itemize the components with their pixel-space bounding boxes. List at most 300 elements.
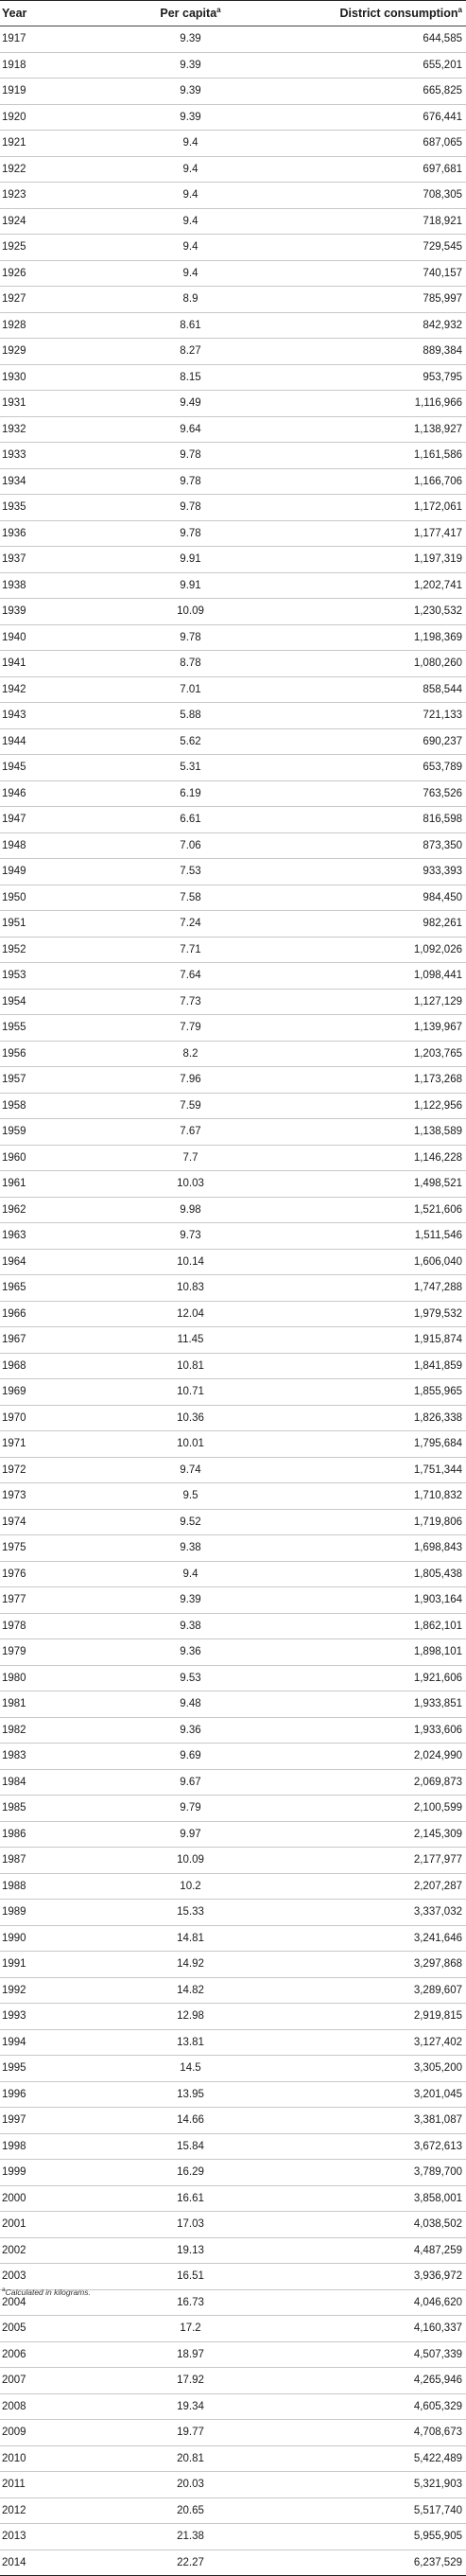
cell-year: 2014 <box>0 2550 104 2576</box>
cell-district-consumption: 644,585 <box>277 26 466 53</box>
cell-year: 1963 <box>0 1223 104 1250</box>
cell-per-capita: 7.01 <box>104 676 277 703</box>
table-row <box>0 1327 466 1354</box>
cell-district-consumption: 1,747,288 <box>277 1275 466 1302</box>
cell-year: 1946 <box>0 780 104 807</box>
cell-district-consumption: 653,789 <box>277 755 466 781</box>
cell-year: 1987 <box>0 1848 104 1874</box>
table-row <box>0 1639 466 1666</box>
cell-per-capita: 14.5 <box>104 2056 277 2082</box>
table-row <box>0 235 466 261</box>
cell-per-capita: 16.51 <box>104 2264 277 2290</box>
cell-year: 1948 <box>0 832 104 859</box>
cell-year: 1934 <box>0 468 104 495</box>
cell-per-capita: 14.82 <box>104 1977 277 2004</box>
cell-year: 2009 <box>0 2420 104 2446</box>
cell-per-capita: 9.4 <box>104 183 277 209</box>
cell-district-consumption: 4,507,339 <box>277 2341 466 2368</box>
table-row <box>0 2341 466 2368</box>
cell-per-capita: 9.52 <box>104 1509 277 1535</box>
table-row <box>0 2393 466 2420</box>
cell-district-consumption: 4,708,673 <box>277 2420 466 2446</box>
cell-year: 1997 <box>0 2108 104 2134</box>
cell-per-capita: 9.73 <box>104 1223 277 1250</box>
cell-district-consumption: 2,069,873 <box>277 1769 466 1796</box>
cell-year: 1974 <box>0 1509 104 1535</box>
footnote-marker: a <box>2 2287 6 2294</box>
table-row <box>0 2497 466 2524</box>
table-row <box>0 2445 466 2472</box>
cell-district-consumption: 842,932 <box>277 312 466 339</box>
table-row <box>0 416 466 443</box>
table-row <box>0 624 466 651</box>
cell-district-consumption: 1,915,874 <box>277 1327 466 1354</box>
cell-year: 1940 <box>0 624 104 651</box>
cell-per-capita: 9.4 <box>104 1561 277 1587</box>
cell-district-consumption: 1,921,606 <box>277 1665 466 1691</box>
cell-district-consumption: 1,138,589 <box>277 1119 466 1146</box>
cell-per-capita: 7.73 <box>104 989 277 1015</box>
cell-year: 1943 <box>0 703 104 729</box>
cell-per-capita: 9.39 <box>104 26 277 53</box>
table-row <box>0 547 466 573</box>
cell-year: 1937 <box>0 547 104 573</box>
cell-district-consumption: 687,065 <box>277 131 466 157</box>
table-row <box>0 1223 466 1250</box>
cell-per-capita: 9.78 <box>104 520 277 547</box>
cell-district-consumption: 3,305,200 <box>277 2056 466 2082</box>
table-row <box>0 208 466 235</box>
cell-district-consumption: 690,237 <box>277 728 466 755</box>
cell-per-capita: 10.2 <box>104 1873 277 1900</box>
table-row <box>0 26 466 53</box>
cell-per-capita: 9.4 <box>104 156 277 183</box>
cell-per-capita: 14.66 <box>104 2108 277 2134</box>
cell-per-capita: 12.98 <box>104 2004 277 2030</box>
table-row <box>0 2550 466 2576</box>
table-row <box>0 1379 466 1406</box>
cell-year: 1950 <box>0 885 104 911</box>
cell-district-consumption: 1,933,851 <box>277 1691 466 1718</box>
table-row <box>0 780 466 807</box>
table-row <box>0 728 466 755</box>
table-row <box>0 1587 466 1614</box>
table-row <box>0 599 466 625</box>
table-row <box>0 832 466 859</box>
cell-district-consumption: 1,719,806 <box>277 1509 466 1535</box>
cell-year: 1960 <box>0 1145 104 1171</box>
cell-district-consumption: 1,177,417 <box>277 520 466 547</box>
cell-per-capita: 18.97 <box>104 2341 277 2368</box>
cell-district-consumption: 1,172,061 <box>277 495 466 521</box>
cell-district-consumption: 785,997 <box>277 287 466 313</box>
cell-year: 2007 <box>0 2368 104 2394</box>
cell-district-consumption: 6,237,529 <box>277 2550 466 2576</box>
table-row <box>0 1249 466 1275</box>
table-row <box>0 2108 466 2134</box>
cell-year: 2003 <box>0 2264 104 2290</box>
cell-year: 1995 <box>0 2056 104 2082</box>
cell-district-consumption: 1,933,606 <box>277 1717 466 1744</box>
cell-district-consumption: 708,305 <box>277 183 466 209</box>
cell-district-consumption: 5,517,740 <box>277 2497 466 2524</box>
cell-district-consumption: 740,157 <box>277 260 466 287</box>
cell-per-capita: 9.38 <box>104 1535 277 1562</box>
cell-per-capita: 10.71 <box>104 1379 277 1406</box>
table-row <box>0 1900 466 1926</box>
table-row <box>0 339 466 365</box>
cell-per-capita: 5.88 <box>104 703 277 729</box>
cell-year: 1949 <box>0 859 104 885</box>
cell-district-consumption: 5,422,489 <box>277 2445 466 2472</box>
cell-district-consumption: 1,197,319 <box>277 547 466 573</box>
cell-per-capita: 10.14 <box>104 1249 277 1275</box>
table-row <box>0 391 466 417</box>
table-footnote <box>2 2287 91 2297</box>
cell-district-consumption: 984,450 <box>277 885 466 911</box>
cell-year: 1927 <box>0 287 104 313</box>
cell-district-consumption: 816,598 <box>277 807 466 833</box>
cell-district-consumption: 1,202,741 <box>277 572 466 599</box>
cell-per-capita: 14.92 <box>104 1952 277 1978</box>
cell-per-capita: 9.5 <box>104 1483 277 1510</box>
table-row <box>0 1613 466 1639</box>
cell-district-consumption: 3,289,607 <box>277 1977 466 2004</box>
cell-year: 1953 <box>0 963 104 990</box>
cell-year: 1944 <box>0 728 104 755</box>
table-row <box>0 1405 466 1431</box>
cell-per-capita: 20.03 <box>104 2472 277 2498</box>
cell-year: 1979 <box>0 1639 104 1666</box>
table-row <box>0 1483 466 1510</box>
cell-year: 1982 <box>0 1717 104 1744</box>
cell-district-consumption: 1,116,966 <box>277 391 466 417</box>
table-row <box>0 287 466 313</box>
cell-district-consumption: 655,201 <box>277 52 466 79</box>
cell-year: 1988 <box>0 1873 104 1900</box>
cell-year: 2004 <box>0 2289 104 2316</box>
cell-district-consumption: 718,921 <box>277 208 466 235</box>
cell-year: 1919 <box>0 79 104 105</box>
cell-year: 1929 <box>0 339 104 365</box>
table-row <box>0 1535 466 1562</box>
table-row <box>0 52 466 79</box>
table-row <box>0 1457 466 1483</box>
cell-year: 1992 <box>0 1977 104 2004</box>
cell-year: 1976 <box>0 1561 104 1587</box>
cell-district-consumption: 1,841,859 <box>277 1353 466 1379</box>
cell-per-capita: 9.98 <box>104 1197 277 1223</box>
table-row <box>0 1561 466 1587</box>
cell-district-consumption: 1,122,956 <box>277 1093 466 1119</box>
cell-year: 1977 <box>0 1587 104 1614</box>
cell-per-capita: 9.38 <box>104 1613 277 1639</box>
cell-year: 2000 <box>0 2185 104 2212</box>
cell-district-consumption: 763,526 <box>277 780 466 807</box>
cell-per-capita: 9.4 <box>104 208 277 235</box>
cell-per-capita: 12.04 <box>104 1301 277 1327</box>
cell-year: 2008 <box>0 2393 104 2420</box>
table-row <box>0 1145 466 1171</box>
cell-per-capita: 8.9 <box>104 287 277 313</box>
table-row <box>0 104 466 131</box>
cell-per-capita: 16.73 <box>104 2289 277 2316</box>
table-row <box>0 443 466 469</box>
cell-per-capita: 10.81 <box>104 1353 277 1379</box>
table-row <box>0 1353 466 1379</box>
cell-per-capita: 17.92 <box>104 2368 277 2394</box>
cell-year: 1954 <box>0 989 104 1015</box>
table-row <box>0 1925 466 1952</box>
table-row <box>0 1769 466 1796</box>
cell-district-consumption: 889,384 <box>277 339 466 365</box>
cell-district-consumption: 5,321,903 <box>277 2472 466 2498</box>
cell-per-capita: 9.91 <box>104 572 277 599</box>
cell-year: 1952 <box>0 937 104 963</box>
cell-year: 1935 <box>0 495 104 521</box>
cell-year: 1965 <box>0 1275 104 1302</box>
cell-district-consumption: 1,979,532 <box>277 1301 466 1327</box>
cell-per-capita: 15.84 <box>104 2133 277 2160</box>
cell-year: 1924 <box>0 208 104 235</box>
cell-per-capita: 10.09 <box>104 599 277 625</box>
cell-year: 1983 <box>0 1744 104 1770</box>
header-per-capita-label: Per capita <box>160 7 217 20</box>
cell-year: 1964 <box>0 1249 104 1275</box>
cell-year: 1981 <box>0 1691 104 1718</box>
cell-district-consumption: 676,441 <box>277 104 466 131</box>
table-row <box>0 1431 466 1458</box>
table-row <box>0 2004 466 2030</box>
cell-district-consumption: 1,198,369 <box>277 624 466 651</box>
cell-per-capita: 6.61 <box>104 807 277 833</box>
cell-year: 1971 <box>0 1431 104 1458</box>
cell-per-capita: 13.81 <box>104 2029 277 2056</box>
table-row <box>0 1796 466 1822</box>
cell-district-consumption: 1,898,101 <box>277 1639 466 1666</box>
table-row <box>0 1067 466 1094</box>
cell-per-capita: 14.81 <box>104 1925 277 1952</box>
cell-district-consumption: 3,936,972 <box>277 2264 466 2290</box>
cell-per-capita: 7.67 <box>104 1119 277 1146</box>
cell-year: 1958 <box>0 1093 104 1119</box>
table-row <box>0 312 466 339</box>
table-row <box>0 2264 466 2290</box>
cell-year: 2006 <box>0 2341 104 2368</box>
cell-per-capita: 22.27 <box>104 2550 277 2576</box>
cell-district-consumption: 1,698,843 <box>277 1535 466 1562</box>
table-row <box>0 1197 466 1223</box>
cell-year: 1956 <box>0 1041 104 1067</box>
cell-district-consumption: 2,207,287 <box>277 1873 466 1900</box>
cell-per-capita: 9.4 <box>104 260 277 287</box>
table-row <box>0 1665 466 1691</box>
table-row <box>0 1509 466 1535</box>
cell-year: 1959 <box>0 1119 104 1146</box>
cell-district-consumption: 2,145,309 <box>277 1821 466 1848</box>
cell-year: 1921 <box>0 131 104 157</box>
cell-per-capita: 7.64 <box>104 963 277 990</box>
table-row <box>0 1041 466 1067</box>
cell-district-consumption: 3,789,700 <box>277 2160 466 2186</box>
table-row <box>0 2368 466 2394</box>
cell-per-capita: 9.4 <box>104 131 277 157</box>
cell-district-consumption: 1,138,927 <box>277 416 466 443</box>
table-row <box>0 2133 466 2160</box>
cell-year: 1933 <box>0 443 104 469</box>
cell-district-consumption: 1,521,606 <box>277 1197 466 1223</box>
table-row <box>0 1275 466 1302</box>
cell-per-capita: 10.36 <box>104 1405 277 1431</box>
cell-per-capita: 21.38 <box>104 2524 277 2550</box>
cell-year: 1930 <box>0 364 104 391</box>
cell-year: 1999 <box>0 2160 104 2186</box>
table-row <box>0 2160 466 2186</box>
cell-year: 1984 <box>0 1769 104 1796</box>
cell-district-consumption: 1,710,832 <box>277 1483 466 1510</box>
cell-year: 1978 <box>0 1613 104 1639</box>
cell-district-consumption: 858,544 <box>277 676 466 703</box>
table-row <box>0 1119 466 1146</box>
cell-per-capita: 10.09 <box>104 1848 277 1874</box>
cell-district-consumption: 933,393 <box>277 859 466 885</box>
table-row <box>0 1691 466 1718</box>
cell-per-capita: 19.77 <box>104 2420 277 2446</box>
cell-per-capita: 7.58 <box>104 885 277 911</box>
cell-year: 1993 <box>0 2004 104 2030</box>
header-district-consumption <box>277 1 466 26</box>
cell-year: 1951 <box>0 911 104 938</box>
cell-district-consumption: 982,261 <box>277 911 466 938</box>
cell-per-capita: 9.4 <box>104 235 277 261</box>
header-district-footnote-marker: a <box>457 5 462 14</box>
cell-district-consumption: 3,201,045 <box>277 2081 466 2108</box>
table-body <box>0 26 466 2576</box>
cell-per-capita: 13.95 <box>104 2081 277 2108</box>
cell-per-capita: 9.36 <box>104 1717 277 1744</box>
cell-district-consumption: 3,127,402 <box>277 2029 466 2056</box>
cell-per-capita: 9.79 <box>104 1796 277 1822</box>
cell-district-consumption: 1,139,967 <box>277 1015 466 1042</box>
cell-year: 1922 <box>0 156 104 183</box>
cell-year: 1986 <box>0 1821 104 1848</box>
table-row <box>0 1744 466 1770</box>
table-row <box>0 2029 466 2056</box>
cell-per-capita: 15.33 <box>104 1900 277 1926</box>
table-row <box>0 676 466 703</box>
cell-year: 1957 <box>0 1067 104 1094</box>
cell-year: 1926 <box>0 260 104 287</box>
cell-year: 1990 <box>0 1925 104 1952</box>
cell-year: 1973 <box>0 1483 104 1510</box>
table-row <box>0 2056 466 2082</box>
header-per-capita <box>104 1 277 26</box>
table-row <box>0 260 466 287</box>
cell-per-capita: 9.78 <box>104 468 277 495</box>
cell-per-capita: 11.45 <box>104 1327 277 1354</box>
cell-year: 1931 <box>0 391 104 417</box>
cell-district-consumption: 2,919,815 <box>277 2004 466 2030</box>
cell-year: 1996 <box>0 2081 104 2108</box>
cell-per-capita: 5.62 <box>104 728 277 755</box>
cell-year: 1917 <box>0 26 104 53</box>
cell-year: 1998 <box>0 2133 104 2160</box>
cell-district-consumption: 4,160,337 <box>277 2316 466 2342</box>
cell-district-consumption: 4,487,259 <box>277 2237 466 2264</box>
cell-per-capita: 9.48 <box>104 1691 277 1718</box>
cell-year: 1955 <box>0 1015 104 1042</box>
cell-year: 1928 <box>0 312 104 339</box>
table-row <box>0 1848 466 1874</box>
cell-year: 1994 <box>0 2029 104 2056</box>
cell-per-capita: 6.19 <box>104 780 277 807</box>
cell-year: 1947 <box>0 807 104 833</box>
cell-per-capita: 7.79 <box>104 1015 277 1042</box>
cell-district-consumption: 2,177,977 <box>277 1848 466 1874</box>
cell-district-consumption: 1,166,706 <box>277 468 466 495</box>
table-row <box>0 1015 466 1042</box>
cell-year: 1918 <box>0 52 104 79</box>
cell-district-consumption: 1,903,164 <box>277 1587 466 1614</box>
table-row <box>0 989 466 1015</box>
cell-per-capita: 7.53 <box>104 859 277 885</box>
cell-district-consumption: 1,098,441 <box>277 963 466 990</box>
cell-year: 1923 <box>0 183 104 209</box>
table-row <box>0 520 466 547</box>
cell-year: 2011 <box>0 2472 104 2498</box>
table-row <box>0 468 466 495</box>
table-row <box>0 2472 466 2498</box>
cell-year: 1968 <box>0 1353 104 1379</box>
cell-per-capita: 7.24 <box>104 911 277 938</box>
cell-district-consumption: 4,046,620 <box>277 2289 466 2316</box>
cell-year: 1941 <box>0 651 104 677</box>
table-row <box>0 156 466 183</box>
cell-year: 2012 <box>0 2497 104 2524</box>
cell-per-capita: 16.61 <box>104 2185 277 2212</box>
table-row <box>0 572 466 599</box>
cell-per-capita: 8.15 <box>104 364 277 391</box>
cell-district-consumption: 1,230,532 <box>277 599 466 625</box>
table-row <box>0 1301 466 1327</box>
table-row <box>0 1717 466 1744</box>
cell-year: 2002 <box>0 2237 104 2264</box>
cell-per-capita: 10.01 <box>104 1431 277 1458</box>
table-row <box>0 1977 466 2004</box>
cell-district-consumption: 1,173,268 <box>277 1067 466 1094</box>
cell-year: 1961 <box>0 1171 104 1198</box>
cell-district-consumption: 665,825 <box>277 79 466 105</box>
cell-district-consumption: 1,751,344 <box>277 1457 466 1483</box>
table-row <box>0 1821 466 1848</box>
cell-per-capita: 8.27 <box>104 339 277 365</box>
cell-per-capita: 10.83 <box>104 1275 277 1302</box>
cell-district-consumption: 1,511,546 <box>277 1223 466 1250</box>
cell-per-capita: 9.78 <box>104 443 277 469</box>
cell-year: 2005 <box>0 2316 104 2342</box>
cell-year: 1938 <box>0 572 104 599</box>
cell-district-consumption: 3,241,646 <box>277 1925 466 1952</box>
table-row <box>0 79 466 105</box>
cell-district-consumption: 1,498,521 <box>277 1171 466 1198</box>
cell-per-capita: 7.59 <box>104 1093 277 1119</box>
table-row <box>0 755 466 781</box>
cell-district-consumption: 697,681 <box>277 156 466 183</box>
header-year: Year <box>0 1 104 26</box>
cell-year: 1942 <box>0 676 104 703</box>
cell-district-consumption: 4,605,329 <box>277 2393 466 2420</box>
cell-year: 1975 <box>0 1535 104 1562</box>
